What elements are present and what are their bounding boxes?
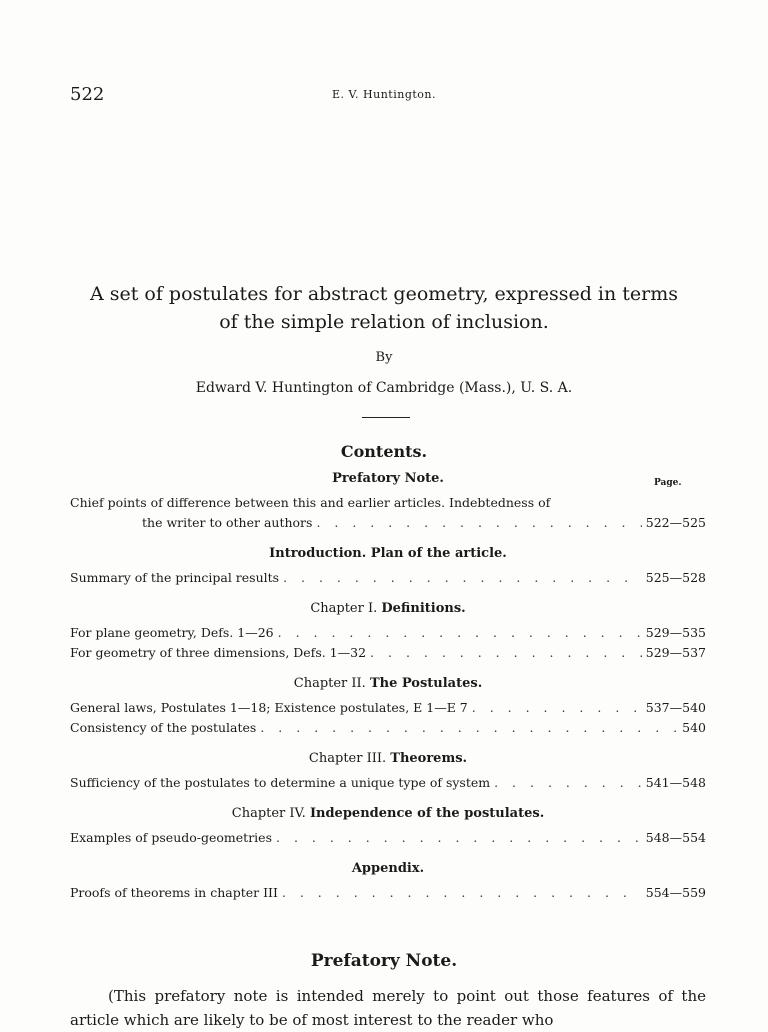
toc-entry <box>70 568 706 588</box>
toc-entry-pages: 529—535 <box>645 625 706 640</box>
toc-section <box>70 860 706 903</box>
leader-dots <box>494 773 642 793</box>
leader-dots <box>316 513 641 533</box>
toc-entry-text: Consistency of the postulates <box>70 720 257 735</box>
section-title: Independence of the postulates. <box>309 806 545 821</box>
leader-dots <box>260 718 678 738</box>
title-line-2: of the simple relation of inclusion. <box>219 311 549 333</box>
toc-section <box>70 675 706 738</box>
toc-entry-text: For geometry of three dimensions, Defs. 1—32 <box>70 645 367 660</box>
toc-section <box>70 600 706 663</box>
toc-entry-text: Chief points of difference between this and earlier articles. Indebtedness of <box>70 495 551 510</box>
toc-entry <box>70 828 706 848</box>
toc-entry <box>70 773 706 793</box>
toc-entry-text: Summary of the principal results <box>70 570 280 585</box>
page-column-label: Page. <box>654 478 682 488</box>
leader-dots <box>370 643 642 663</box>
section-title: Theorems. <box>390 751 468 766</box>
toc-entry-text: Sufficiency of the postulates to determine a unique type of system <box>70 775 491 790</box>
toc-section-heading <box>70 545 706 562</box>
section-title: Definitions. <box>381 601 466 616</box>
separator-rule <box>362 417 410 418</box>
toc-entry-pages: 548—554 <box>645 830 706 845</box>
section-prefix: Chapter II. <box>293 676 366 691</box>
section-title: Appendix. <box>351 861 425 876</box>
toc-section <box>70 470 706 533</box>
leader-dots <box>283 568 642 588</box>
section-prefix: Chapter I. <box>310 601 378 616</box>
title-line-1: A set of postulates for abstract geometry, expressed in terms <box>89 283 679 305</box>
toc-section-heading <box>70 750 706 767</box>
prefatory-note-text: (This prefatory note is intended merely to point out those features of the article which are likely to be of most interest to the reader who <box>70 987 706 1029</box>
article-title <box>60 280 708 336</box>
toc-entry-text: General laws, Postulates 1—18; Existence postulates, E 1—E 7 <box>70 700 468 715</box>
toc-entry-text: For plane geometry, Defs. 1—26 <box>70 625 274 640</box>
toc-entry-pages: 525—528 <box>645 570 706 585</box>
contents-title: Contents. <box>340 442 428 461</box>
toc-entry-text: Examples of pseudo-geometries <box>70 830 272 845</box>
toc-section <box>70 545 706 588</box>
section-title: Introduction. Plan of the article. <box>269 546 507 561</box>
toc-entry-text: Proofs of theorems in chapter III <box>70 885 278 900</box>
leader-dots <box>276 828 642 848</box>
section-prefix: Chapter III. <box>308 751 387 766</box>
toc-entry <box>70 718 706 738</box>
leader-dots <box>282 883 642 903</box>
section-title: The Postulates. <box>369 676 483 691</box>
prefatory-note-title: Prefatory Note. <box>310 951 458 971</box>
leader-dots <box>278 623 642 643</box>
page-number: 522 <box>70 84 105 105</box>
table-of-contents <box>70 470 706 915</box>
toc-entry-pages: 529—537 <box>645 645 706 660</box>
toc-section-heading <box>70 470 706 487</box>
running-head: E. V. Huntington. <box>332 88 436 101</box>
toc-entry-pages: 540 <box>682 720 706 735</box>
toc-entry <box>70 883 706 903</box>
toc-section <box>70 750 706 793</box>
toc-entry <box>70 493 706 533</box>
toc-section-heading <box>70 860 706 877</box>
toc-entry-text-cont: the writer to other authors <box>142 515 313 530</box>
toc-entry-pages: 541—548 <box>645 775 706 790</box>
toc-section <box>70 805 706 848</box>
section-title: Prefatory Note. <box>332 471 444 486</box>
author-line: Edward V. Huntington of Cambridge (Mass.), U. S. A. <box>195 380 573 396</box>
toc-section-heading <box>70 600 706 617</box>
toc-entry <box>70 623 706 643</box>
by-label: By <box>375 350 393 365</box>
toc-section-heading <box>70 805 706 822</box>
toc-section-heading <box>70 675 706 692</box>
toc-entry <box>70 698 706 718</box>
toc-entry-pages: 554—559 <box>645 885 706 900</box>
page-header <box>70 84 698 108</box>
section-prefix: Chapter IV. <box>231 806 306 821</box>
leader-dots <box>472 698 642 718</box>
toc-entry-pages: 537—540 <box>645 700 706 715</box>
toc-entry-pages: 522—525 <box>645 515 706 530</box>
toc-entry <box>70 643 706 663</box>
